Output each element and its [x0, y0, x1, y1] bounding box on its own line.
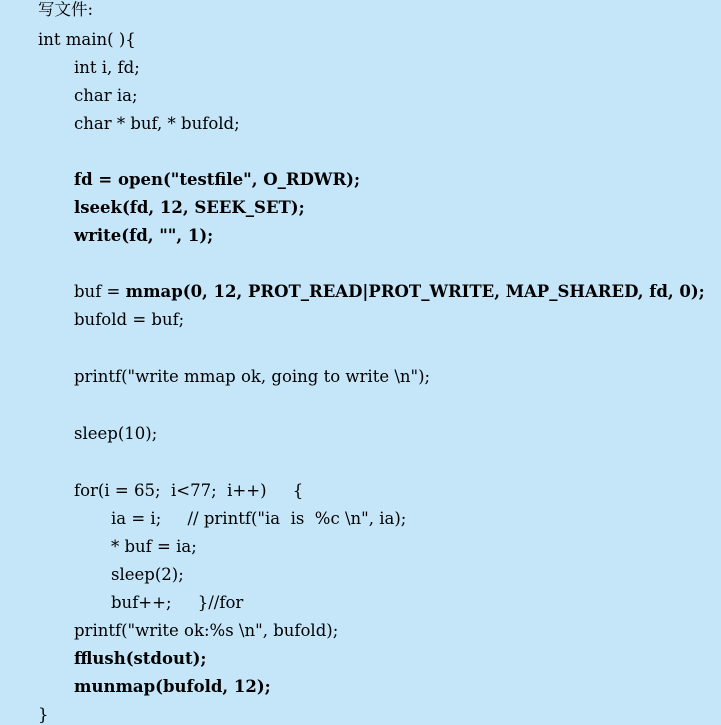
section-heading: 写文件:	[38, 0, 94, 19]
code-line-decl-int: int i, fd;	[74, 58, 140, 77]
code-line-decl-buf: char * buf, * bufold;	[74, 114, 240, 133]
mmap-call: mmap(0, 12, PROT_READ|PROT_WRITE, MAP_SHARED, fd, 0);	[125, 282, 705, 301]
code-line-fflush: fflush(stdout);	[74, 649, 207, 668]
code-line-decl-char: char ia;	[74, 86, 138, 105]
code-line-munmap: munmap(bufold, 12);	[74, 677, 271, 696]
code-line-mmap	[74, 282, 705, 302]
code-line-main-signature: int main( ){	[38, 30, 136, 49]
code-line-buf-increment: buf++; }//for	[111, 593, 244, 612]
code-line-assign-ia: ia = i; // printf("ia is %c \n", ia);	[111, 509, 407, 528]
code-line-sleep10: sleep(10);	[74, 424, 158, 443]
mmap-assign: buf =	[74, 282, 126, 301]
code-line-open: fd = open("testfile", O_RDWR);	[74, 170, 361, 189]
code-line-bufold: bufold = buf;	[74, 310, 185, 329]
code-line-printf-mmap: printf("write mmap ok, going to write \n");	[74, 367, 431, 386]
code-line-sleep2: sleep(2);	[111, 565, 184, 584]
code-line-write: write(fd, "", 1);	[74, 226, 214, 245]
code-line-lseek: lseek(fd, 12, SEEK_SET);	[74, 198, 305, 217]
code-line-printf-done: printf("write ok:%s \n", bufold);	[74, 621, 339, 640]
code-line-for: for(i = 65; i<77; i++) {	[74, 481, 304, 500]
code-line-closing-brace: }	[38, 705, 49, 724]
code-line-deref-buf: * buf = ia;	[111, 537, 197, 556]
